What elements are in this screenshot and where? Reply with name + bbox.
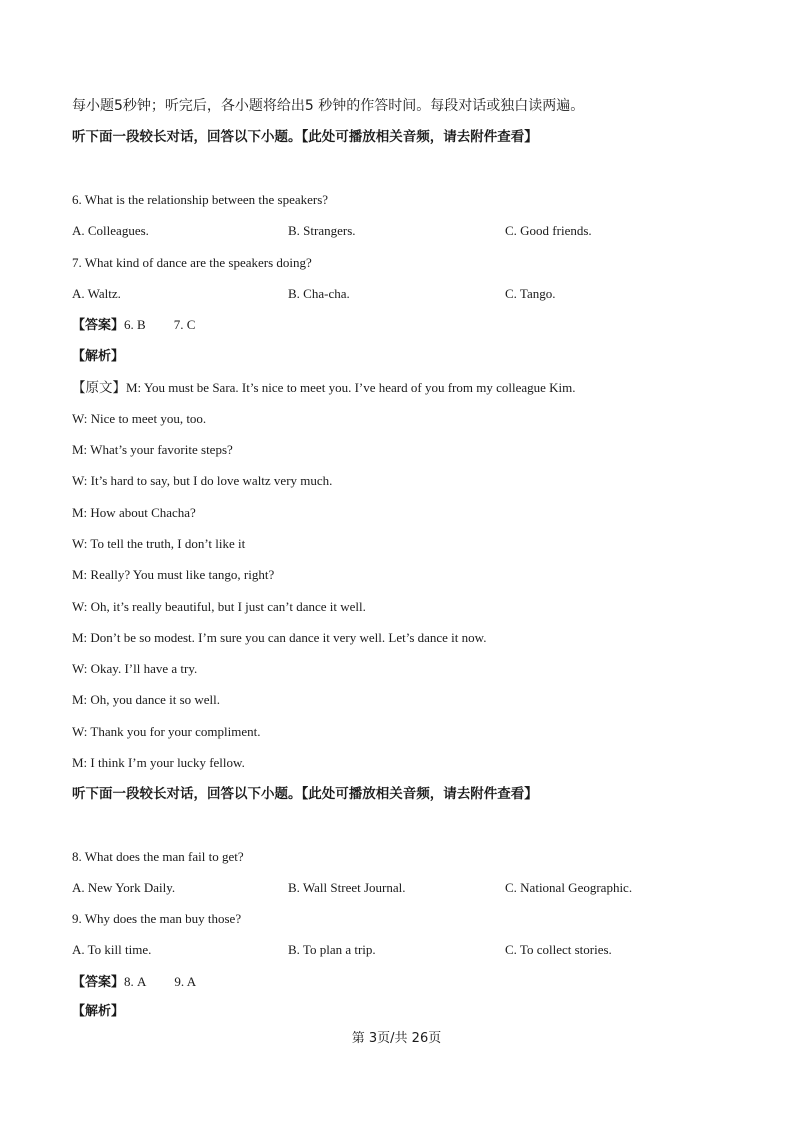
q6-option-c: C. Good friends. <box>505 223 592 238</box>
transcript-line: W: To tell the truth, I don’t like it <box>72 536 246 551</box>
analysis-tag: 【解析】 <box>72 1004 125 1019</box>
listen-prompt-1: 听下面一段较长对话，回答以下小题。【此处可播放相关音频，请去附件查看】 <box>72 129 538 145</box>
transcript-line: M: What’s your favorite steps? <box>72 442 233 457</box>
transcript-line: M: Really? You must like tango, right? <box>72 567 275 582</box>
transcript-line: W: Okay. I’ll have a try. <box>72 661 198 676</box>
answer-8: 8. A <box>124 974 147 989</box>
q8-option-a: A. New York Daily. <box>72 880 176 895</box>
q8-option-b: B. Wall Street Journal. <box>288 880 406 895</box>
q6-option-b: B. Strangers. <box>288 223 356 238</box>
transcript-line: M: Don’t be so modest. I’m sure you can dance it very well. Let’s dance it now. <box>72 630 487 645</box>
transcript-line: W: It’s hard to say, but I do love waltz very much. <box>72 473 333 488</box>
answer-tag: 【答案】 <box>72 318 125 333</box>
analysis-line-1 <box>72 348 124 365</box>
analysis-tag: 【解析】 <box>72 349 125 364</box>
instruction-line: 每小题5秒钟；听完后，各小题将给出5 秒钟的作答时间。每段对话或独白读两遍。 <box>72 98 585 114</box>
answer-6: 6. B <box>124 317 146 332</box>
q9-option-a: A. To kill time. <box>72 942 152 957</box>
question-8: 8. What does the man fail to get? <box>72 849 244 864</box>
transcript-tag: 【原文】 <box>72 380 126 396</box>
answer-7: 7. C <box>173 317 196 332</box>
analysis-line-2 <box>72 1003 124 1020</box>
question-9: 9. Why does the man buy those? <box>72 911 242 926</box>
answer-9: 9. A <box>174 974 197 989</box>
transcript-line: M: How about Chacha? <box>72 505 196 520</box>
q9-option-b: B. To plan a trip. <box>288 942 376 957</box>
listen-prompt-2: 听下面一段较长对话，回答以下小题。【此处可播放相关音频，请去附件查看】 <box>72 786 538 802</box>
q8-option-c: C. National Geographic. <box>505 880 633 895</box>
transcript-line: M: I think I’m your lucky fellow. <box>72 755 245 770</box>
answer-line-1 <box>72 317 195 334</box>
q7-option-c: C. Tango. <box>505 286 556 301</box>
transcript-line: W: Nice to meet you, too. <box>72 411 207 426</box>
q7-option-b: B. Cha-cha. <box>288 286 350 301</box>
q9-option-c: C. To collect stories. <box>505 942 612 957</box>
answer-tag: 【答案】 <box>72 975 125 990</box>
transcript-line: 【原文】M: You must be Sara. It’s nice to meet you. I’ve heard of you from my colleague Kim. <box>72 380 576 396</box>
transcript-line: W: Oh, it’s really beautiful, but I just can’t dance it well. <box>72 599 366 614</box>
transcript-line: M: Oh, you dance it so well. <box>72 692 221 707</box>
q7-option-a: A. Waltz. <box>72 286 121 301</box>
answer-line-2 <box>72 974 196 991</box>
transcript-line: W: Thank you for your compliment. <box>72 724 261 739</box>
question-7: 7. What kind of dance are the speakers doing? <box>72 255 312 270</box>
page-footer: 第 3页/共 26页 <box>351 1031 442 1046</box>
q6-option-a: A. Colleagues. <box>72 223 149 238</box>
question-6: 6. What is the relationship between the speakers? <box>72 192 329 207</box>
